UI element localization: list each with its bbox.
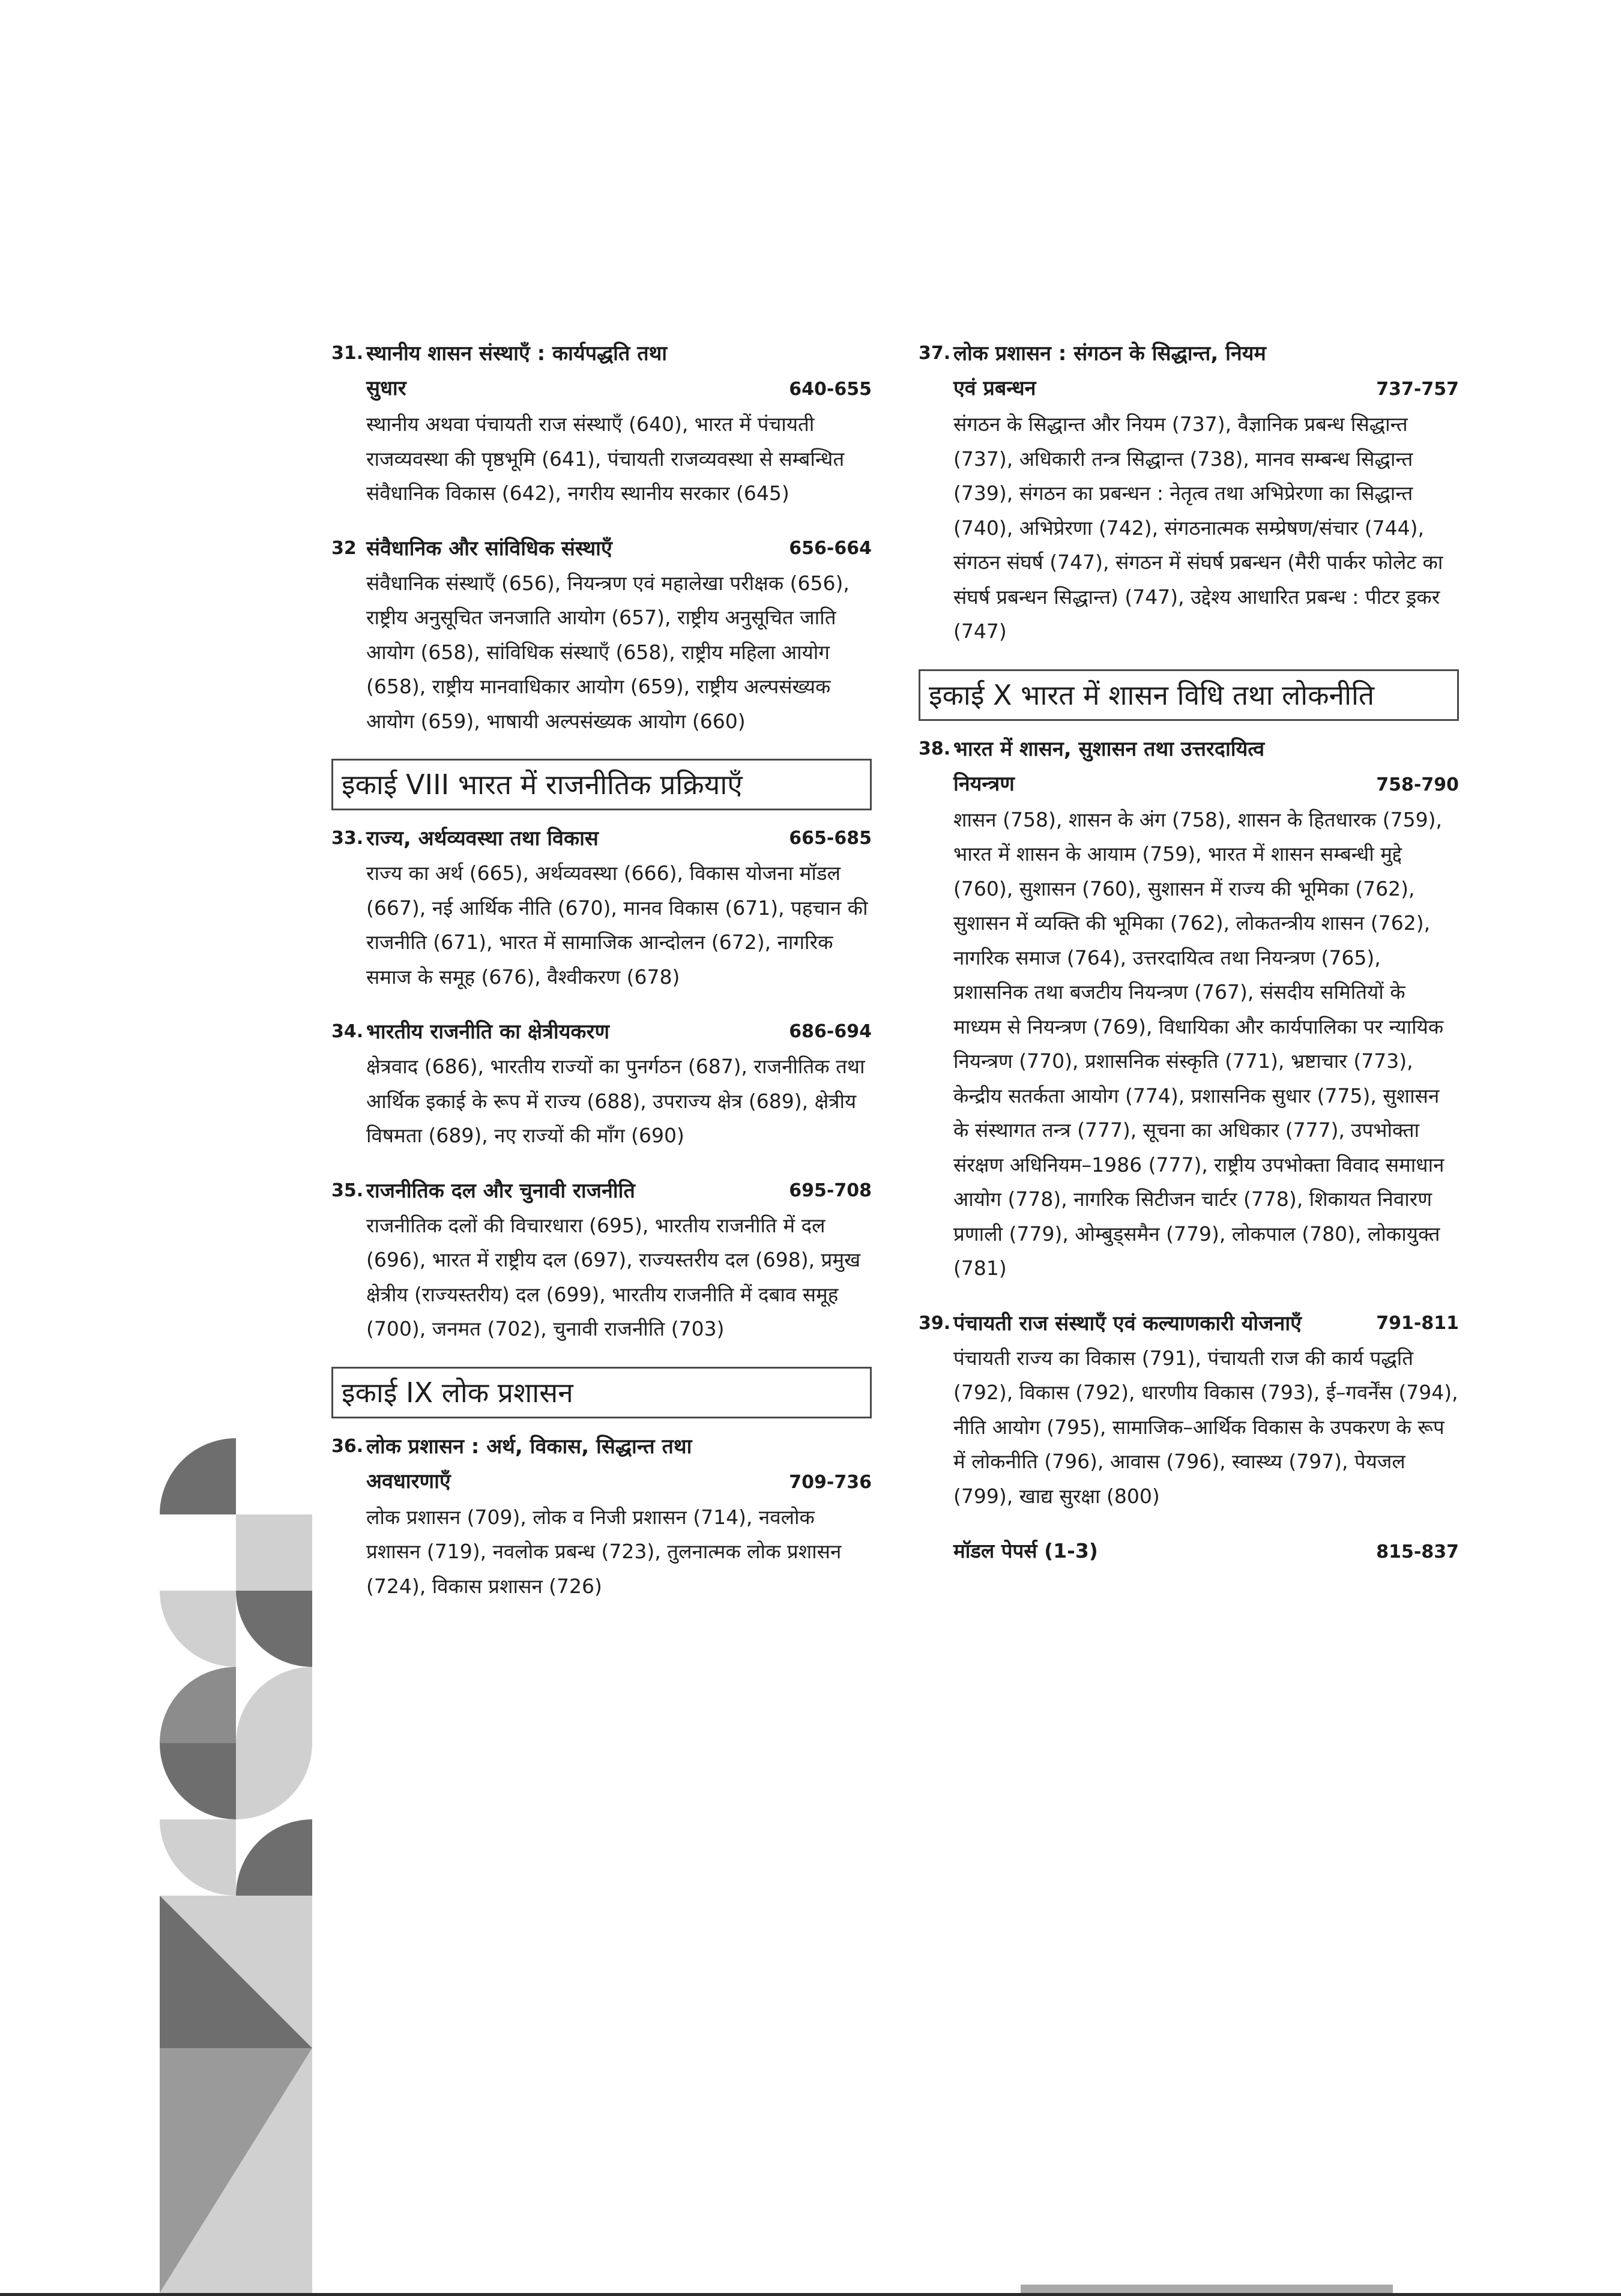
entry-pages: 709-736 xyxy=(789,1471,872,1493)
toc-entry-38[interactable] xyxy=(919,732,1459,1286)
entry-pages: 640-655 xyxy=(789,379,872,400)
decorative-geometric-ornament xyxy=(160,1438,312,2293)
entry-description: पंचायती राज्य का विकास (791), पंचायती राज की कार्य पद्धति (792), विकास (792), धारणीय विकास (793), ई–गवर्नेंस (794), नीति आयोग (795), सामाजिक–आर्थिक विकास के उपकरण के रूप में लोकनीति (796), आवास (796), स्वास्थ्य (797), पेयजल (799), खाद्य सुरक्षा (800) xyxy=(953,1346,1458,1508)
entry-pages: 665-685 xyxy=(789,828,872,849)
unit-heading-9: इकाई IX लोक प्रशासन xyxy=(331,1367,872,1418)
footer-accent-bar xyxy=(1021,2285,1393,2293)
entry-title-cont: नियन्त्रण xyxy=(953,771,1015,796)
entry-number: 33. xyxy=(331,828,364,849)
entry-description: लोक प्रशासन (709), लोक व निजी प्रशासन (714), नवलोक प्रशासन (719), नवलोक प्रबन्ध (723), तुलनात्मक लोक प्रशासन (724), विकास प्रशासन (726) xyxy=(366,1505,842,1598)
entry-description: संवैधानिक संस्थाएँ (656), नियन्त्रण एवं महालेखा परीक्षक (656), राष्ट्रीय अनुसूचित जनजाति आयोग (657), राष्ट्रीय अनुसूचित जाति आयोग (658), सांविधिक संस्थाएँ (658), राष्ट्रीय महिला आयोग (658), राष्ट्रीय मानवाधिकार आयोग (659), राष्ट्रीय अल्पसंख्यक आयोग (659), भाषायी अल्पसंख्यक आयोग (660) xyxy=(366,571,850,733)
entry-title: राजनीतिक दल और चुनावी राजनीति xyxy=(366,1178,635,1203)
toc-entry-35[interactable] xyxy=(331,1174,872,1346)
entry-pages: 791-811 xyxy=(1376,1312,1459,1334)
entry-number: 36. xyxy=(331,1435,364,1457)
entry-title: भारत में शासन, सुशासन तथा उत्तरदायित्व xyxy=(953,737,1265,761)
toc-entry-36[interactable] xyxy=(331,1429,872,1604)
entry-title: लोक प्रशासन : संगठन के सिद्धान्त, नियम xyxy=(953,342,1266,366)
deco-shape-1 xyxy=(160,1438,312,2293)
entry-number: 32 xyxy=(331,537,357,559)
toc-entry-37[interactable] xyxy=(919,336,1459,649)
toc-right-column xyxy=(919,336,1459,1570)
model-papers-pages: 815-837 xyxy=(1376,1541,1459,1562)
entry-number: 37. xyxy=(919,343,951,364)
toc-entry-34[interactable] xyxy=(331,1014,872,1153)
unit-heading-8: इकाई VIII भारत में राजनीतिक प्रक्रियाएँ xyxy=(331,759,872,810)
unit-heading-10: इकाई X भारत में शासन विधि तथा लोकनीति xyxy=(919,669,1459,721)
entry-title: राज्य, अर्थव्यवस्था तथा विकास xyxy=(366,827,599,851)
entry-title-cont: सुधार xyxy=(366,376,406,400)
entry-number: 31. xyxy=(331,343,364,364)
entry-pages: 737-757 xyxy=(1376,379,1459,400)
toc-entry-31[interactable] xyxy=(331,336,872,511)
entry-title-cont: अवधारणाएँ xyxy=(366,1469,451,1493)
entry-title: भारतीय राजनीति का क्षेत्रीयकरण xyxy=(366,1020,610,1044)
entry-pages: 695-708 xyxy=(789,1180,872,1201)
model-papers-label: मॉडल पेपर्स (1-3) xyxy=(953,1539,1098,1562)
toc-left-column xyxy=(331,336,872,1624)
entry-pages: 758-790 xyxy=(1376,774,1459,795)
entry-title: पंचायती राज संस्थाएँ एवं कल्याणकारी योजनाएँ xyxy=(953,1311,1302,1336)
toc-entry-33[interactable] xyxy=(331,821,872,994)
entry-number: 35. xyxy=(331,1180,364,1201)
toc-entry-32[interactable] xyxy=(331,531,872,739)
entry-description: संगठन के सिद्धान्त और नियम (737), वैज्ञानिक प्रबन्ध सिद्धान्त (737), अधिकारी तन्त्र सिद्धान्त (738), मानव सम्बन्ध सिद्धान्त (739), संगठन का प्रबन्धन : नेतृत्व तथा अभिप्रेरणा का सिद्धान्त (740), अभिप्रेरणा (742), संगठनात्मक सम्प्रेषण/संचार (744), संगठन संघर्ष (747), संगठन में संघर्ष प्रबन्धन (मैरी पार्कर फोलेट का संघर्ष प्रबन्धन सिद्धान्त) (747), उद्देश्य आधारित प्रबन्ध : पीटर ड्रकर (747) xyxy=(953,412,1443,643)
entry-description: शासन (758), शासन के अंग (758), शासन के हितधारक (759), भारत में शासन के आयाम (759), भारत में शासन सम्बन्धी मुद्दे (760), सुशासन (760), सुशासन में राज्य की भूमिका (762), सुशासन में व्यक्ति की भूमिका (762), लोकतन्त्रीय शासन (762), नागरिक समाज (764), उत्तरदायित्व तथा नियन्त्रण (765), प्रशासनिक तथा बजटीय नियन्त्रण (767), संसदीय समितियों के माध्यम से नियन्त्रण (769), विधायिका और कार्यपालिका पर न्यायिक नियन्त्रण (770), प्रशासनिक संस्कृति (771), भ्रष्टाचार (773), केन्द्रीय सतर्कता आयोग (774), प्रशासनिक सुधार (775), सुशासन के संस्थागत तन्त्र (777), सूचना का अधिकार (777), उपभोक्ता संरक्षण अधिनियम–1986 (777), राष्ट्रीय उपभोक्ता विवाद समाधान आयोग (778), नागरिक सिटीजन चार्टर (778), शिकायत निवारण प्रणाली (779), ओम्बुड्समैन (779), लोकपाल (780), लोकायुक्त (781) xyxy=(953,807,1444,1280)
entry-number: 39. xyxy=(919,1312,951,1334)
entry-title: लोक प्रशासन : अर्थ, विकास, सिद्धान्त तथा xyxy=(366,1434,692,1459)
entry-title: संवैधानिक और सांविधिक संस्थाएँ xyxy=(366,536,612,561)
entry-description: स्थानीय अथवा पंचायती राज संस्थाएँ (640), भारत में पंचायती राजव्यवस्था की पृष्ठभूमि (641), पंचायती राजव्यवस्था से सम्बन्धित संवैधानिक विकास (642), नगरीय स्थानीय सरकार (645) xyxy=(366,412,845,505)
entry-pages: 656-664 xyxy=(789,537,872,559)
entry-title-cont: एवं प्रबन्धन xyxy=(953,376,1036,400)
entry-description: राज्य का अर्थ (665), अर्थव्यवस्था (666), विकास योजना मॉडल (667), नई आर्थिक नीति (670), मानव विकास (671), पहचान की राजनीति (671), भारत में सामाजिक आन्दोलन (672), नागरिक समाज के समूह (676), वैश्वीकरण (678) xyxy=(366,861,868,989)
footer-rule xyxy=(0,2293,1621,2296)
entry-description: राजनीतिक दलों की विचारधारा (695), भारतीय राजनीति में दल (696), भारत में राष्ट्रीय दल (697), राज्यस्तरीय दल (698), प्रमुख क्षेत्रीय (राज्यस्तरीय) दल (699), भारतीय राजनीति में दबाव समूह (700), जनमत (702), चुनावी राजनीति (703) xyxy=(366,1213,861,1340)
entry-number: 38. xyxy=(919,738,951,759)
toc-entry-39[interactable] xyxy=(919,1306,1459,1514)
entry-description: क्षेत्रवाद (686), भारतीय राज्यों का पुनर्गठन (687), राजनीतिक तथा आर्थिक इकाई के रूप में राज्य (688), उपराज्य क्षेत्र (689), क्षेत्रीय विषमता (689), नए राज्यों की माँग (690) xyxy=(366,1055,865,1147)
entry-pages: 686-694 xyxy=(789,1021,872,1042)
toc-entry-model-papers[interactable] xyxy=(919,1534,1459,1570)
entry-title: स्थानीय शासन संस्थाएँ : कार्यपद्धति तथा xyxy=(366,342,668,366)
entry-number: 34. xyxy=(331,1021,364,1042)
